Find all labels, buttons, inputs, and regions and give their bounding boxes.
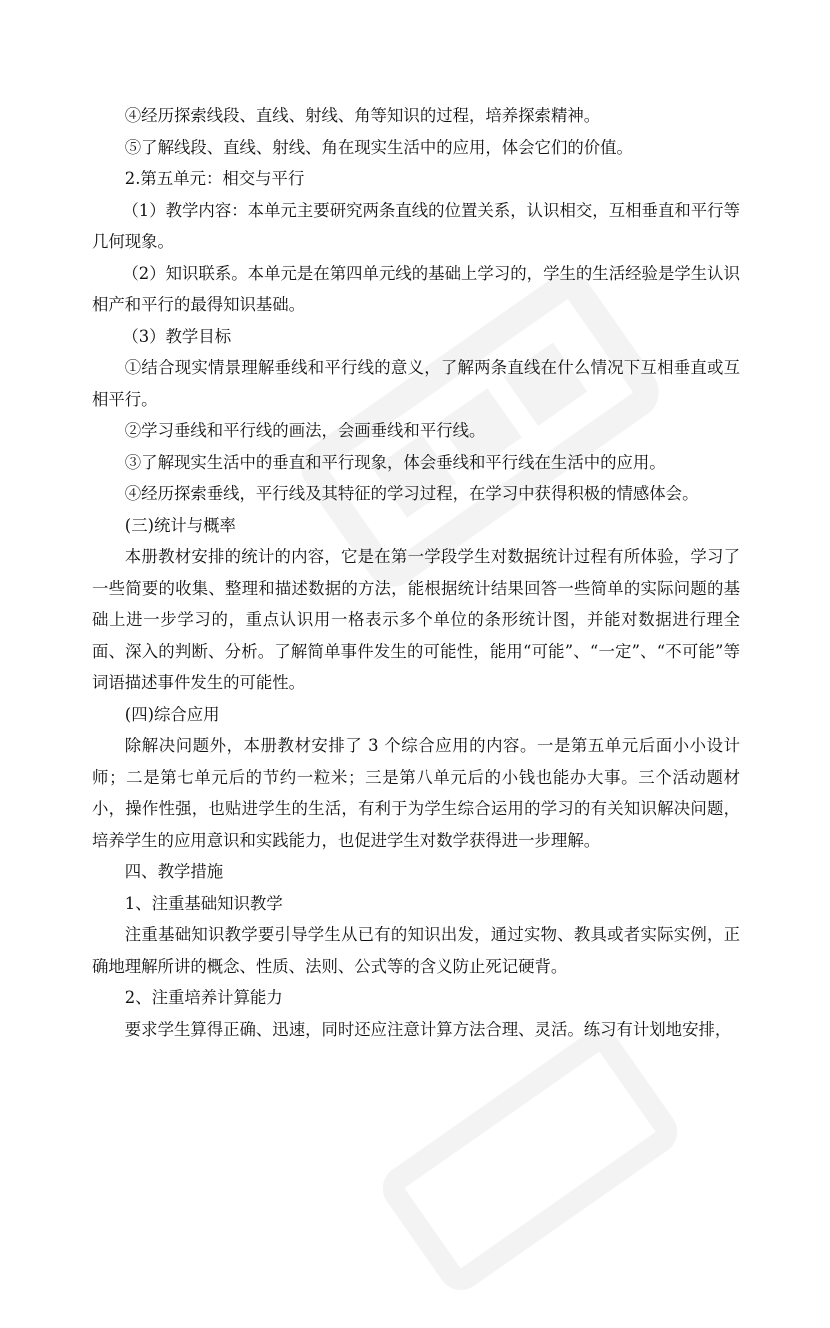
paragraph: ①结合现实情景理解垂线和平行线的意义，了解两条直线在什么情况下互相垂直或互相平行。 xyxy=(92,358,740,409)
paragraph: 除解决问题外，本册教材安排了 3 个综合应用的内容。一是第五单元后面小小设计师；二是第七单元后的节约一粒米；三是第八单元后的小钱也能办大事。三个活动题材小，操作性强，也贴进学生的生活，有利于为学生综合运用的学习的有关知识解决问题，培养学生的应用意识和实践能力，也促进学生对数学获得进一步理解。 xyxy=(92,736,740,850)
paragraph: 本册教材安排的统计的内容，它是在第一学段学生对数据统计过程有所体验，学习了一些简要的收集、整理和描述数据的方法，能根据统计结果回答一些简单的实际问题的基础上进一步学习的，重点认识用一格表示多个单位的条形统计图，并能对数据进行理全面、深入的判断、分析。了解简单事件发生的可能性，能用“可能”、“一定”、“不可能”等词语描述事件发生的可能性。 xyxy=(92,547,740,692)
subheading: （3）教学目标 xyxy=(122,326,232,346)
paragraph: ⑤了解线段、直线、射线、角在现实生活中的应用，体会它们的价值。 xyxy=(124,137,633,157)
section-heading: 2.第五单元：相交与平行 xyxy=(124,169,305,188)
paragraph: （2）知识联系。本单元是在第四单元线的基础上学习的，学生的生活经验是学生认识相产和平行的最得知识基础。 xyxy=(92,263,740,314)
document-body xyxy=(92,100,740,1045)
paragraph: ④经历探索线段、直线、射线、角等知识的过程，培养探索精神。 xyxy=(124,106,601,125)
paragraph: 注重基础知识教学要引导学生从已有的知识出发，通过实物、教具或者实际实例，正确地理解所讲的概念、性质、法则、公式等的含义防止死记硬背。 xyxy=(92,925,740,976)
section-heading: 四、教学措施 xyxy=(124,862,224,881)
paragraph: 要求学生算得正确、迅速，同时还应注意计算方法合理、灵活。练习有计划地安排， xyxy=(124,1019,732,1039)
section-heading: (三)统计与概率 xyxy=(124,515,236,535)
paragraph: ④经历探索垂线，平行线及其特征的学习过程，在学习中获得积极的情感体会。 xyxy=(124,484,699,503)
subheading: 1、注重基础知识教学 xyxy=(124,893,283,913)
paragraph: ③了解现实生活中的垂直和平行现象，体会垂线和平行线在生活中的应用。 xyxy=(124,452,666,472)
paragraph: （1）教学内容：本单元主要研究两条直线的位置关系，认识相交，互相垂直和平行等几何现象。 xyxy=(92,200,740,251)
section-heading: (四)综合应用 xyxy=(124,704,220,724)
paragraph: ②学习垂线和平行线的画法，会画垂线和平行线。 xyxy=(124,421,486,440)
subheading: 2、注重培养计算能力 xyxy=(124,988,283,1007)
